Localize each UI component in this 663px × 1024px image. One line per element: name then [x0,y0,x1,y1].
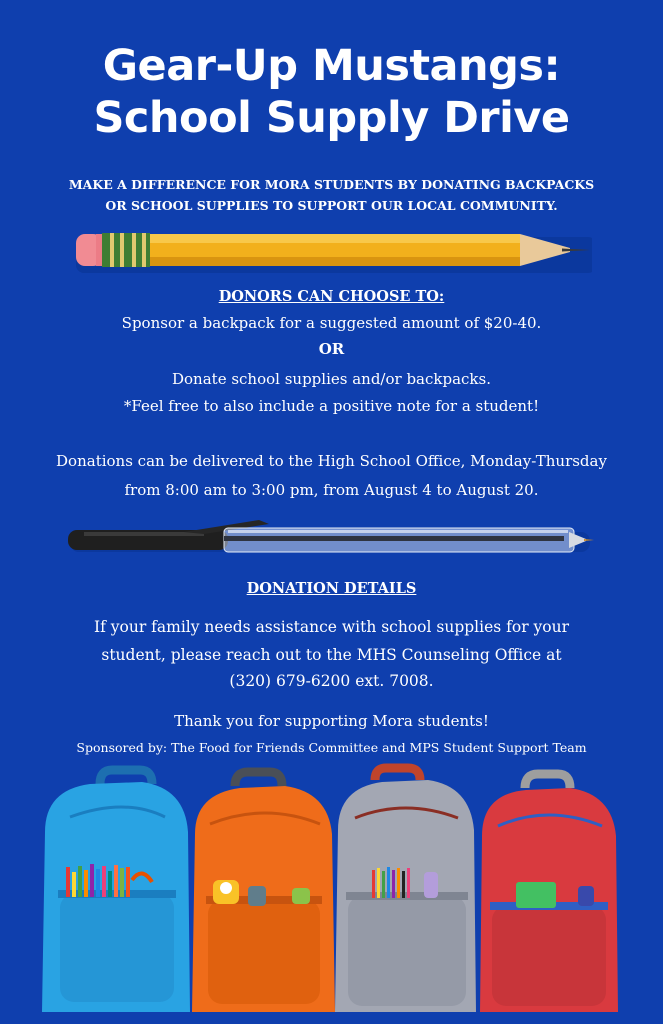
title-line-1: Gear-Up Mustangs: [102,41,561,91]
details-phone: (320) 679-6200 ext. 7008. [229,672,434,690]
delivery-line-2: from 8:00 am to 3:00 pm, from August 4 to August 20. [124,481,539,499]
red-backpack [480,774,618,1012]
pen-icon [64,516,598,560]
subheading-line-1: MAKE A DIFFERENCE FOR MORA STUDENTS BY DONATING BACKPACKS [68,177,595,192]
gray-backpack [335,768,476,1012]
sponsor-line: Sponsored by: The Food for Friends Committee and MPS Student Support Team [76,740,587,755]
delivery-line-1: Donations can be delivered to the High School Office, Monday-Thursday [56,452,607,470]
donor-option-donate: Donate school supplies and/or backpacks. [172,370,491,388]
details-line-2: student, please reach out to the MHS Counseling Office at [101,646,562,664]
details-heading: DONATION DETAILS [246,580,417,597]
subheading [40,174,623,216]
or-divider: OR [318,340,345,358]
pencil-icon [72,230,592,274]
page-title [0,40,663,144]
donors-heading: DONORS CAN CHOOSE TO: [218,288,445,305]
blue-backpack [42,770,190,1012]
positive-note: *Feel free to also include a positive note for a student! [123,397,540,415]
backpacks-image [30,762,640,1024]
title-line-2: School Supply Drive [93,93,570,143]
donor-option-sponsor: Sponsor a backpack for a suggested amount of $20-40. [121,314,542,332]
orange-backpack [192,772,335,1012]
thank-you: Thank you for supporting Mora students! [174,712,489,730]
details-line-1: If your family needs assistance with school supplies for your [93,618,570,636]
subheading-line-2: OR SCHOOL SUPPLIES TO SUPPORT OUR LOCAL COMMUNITY. [105,198,558,213]
